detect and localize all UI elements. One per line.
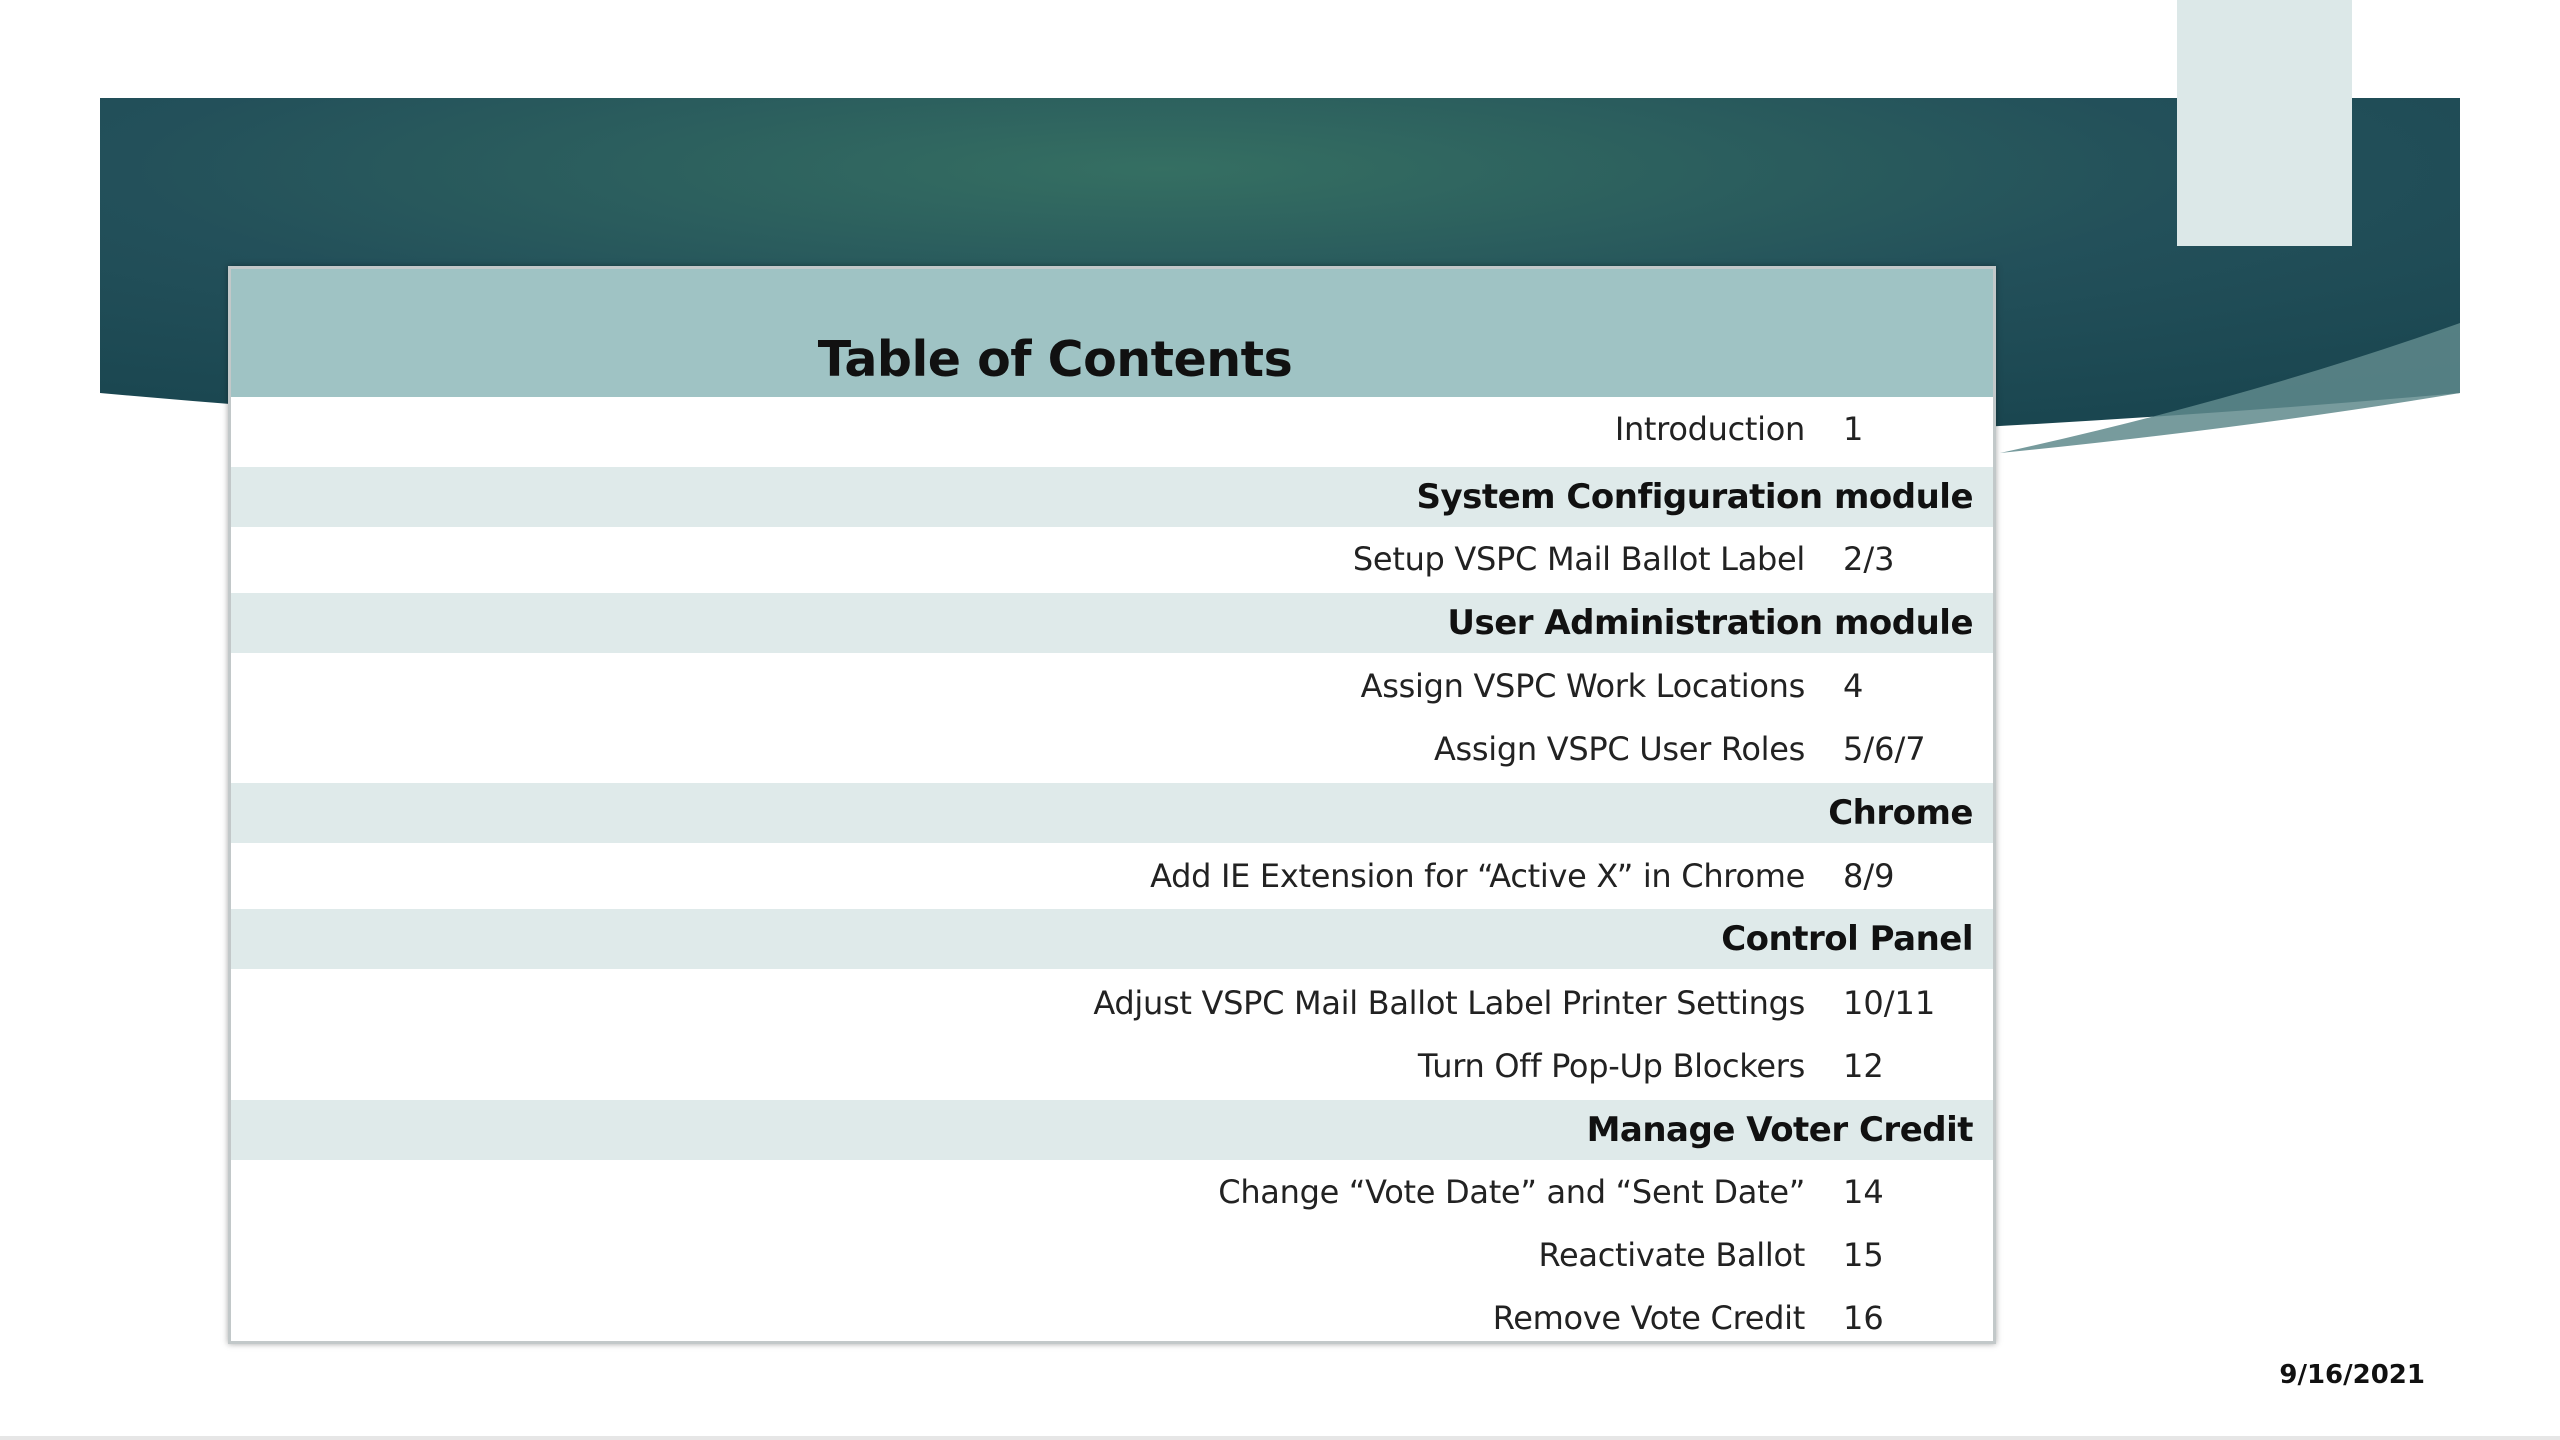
toc-section-label: Manage Voter Credit <box>1586 1110 1973 1150</box>
corner-tab <box>2177 0 2352 246</box>
toc-row <box>231 971 1993 1034</box>
toc-section-label: Control Panel <box>1721 919 1973 959</box>
toc-row <box>231 1223 1993 1286</box>
toc-section <box>231 1100 1993 1160</box>
toc-header <box>231 269 1993 397</box>
toc-section <box>231 783 1993 843</box>
toc-section <box>231 909 1993 969</box>
page-title <box>231 331 1996 388</box>
toc-row <box>231 397 1993 460</box>
toc-row <box>231 1286 1993 1344</box>
toc-item-page: 15 <box>1843 1235 1884 1274</box>
toc-item-page: 14 <box>1843 1172 1884 1211</box>
toc-item-page: 8/9 <box>1843 856 1895 895</box>
toc-item-label: Introduction <box>1614 409 1805 448</box>
toc-item-label: Assign VSPC User Roles <box>1433 729 1805 768</box>
toc-item-label: Add IE Extension for “Active X” in Chrome <box>1150 856 1805 895</box>
toc-item-page: 10/11 <box>1843 983 1936 1022</box>
toc-item-label: Setup VSPC Mail Ballot Label <box>1352 539 1805 578</box>
toc-item-label: Turn Off Pop-Up Blockers <box>1417 1046 1805 1085</box>
toc-item-label: Change “Vote Date” and “Sent Date” <box>1218 1172 1805 1211</box>
toc-row <box>231 717 1993 780</box>
toc-section <box>231 467 1993 527</box>
toc-item-label: Adjust VSPC Mail Ballot Label Printer Settings <box>1093 983 1805 1022</box>
toc-row <box>231 844 1993 907</box>
toc-section-label: System Configuration module <box>1416 477 1973 517</box>
toc-item-page: 1 <box>1843 409 1864 448</box>
toc-item-page: 16 <box>1843 1298 1884 1337</box>
toc-item-label: Assign VSPC Work Locations <box>1360 666 1805 705</box>
toc-item-page: 2/3 <box>1843 539 1895 578</box>
toc-row <box>231 527 1993 590</box>
toc-row <box>231 1034 1993 1097</box>
toc-row <box>231 654 1993 717</box>
toc-table <box>228 266 1996 1344</box>
toc-section-label: User Administration module <box>1447 603 1973 643</box>
toc-item-page: 12 <box>1843 1046 1884 1085</box>
page-title-text: Table of Contents <box>817 331 1293 388</box>
toc-row <box>231 1160 1993 1223</box>
slide-date: 9/16/2021 <box>2279 1360 2425 1390</box>
toc-item-page: 5/6/7 <box>1843 729 1926 768</box>
toc-section-label: Chrome <box>1828 793 1973 833</box>
toc-item-page: 4 <box>1843 666 1864 705</box>
bottom-divider <box>0 1436 2560 1440</box>
toc-item-label: Reactivate Ballot <box>1538 1235 1805 1274</box>
toc-item-label: Remove Vote Credit <box>1492 1298 1805 1337</box>
toc-section <box>231 593 1993 653</box>
